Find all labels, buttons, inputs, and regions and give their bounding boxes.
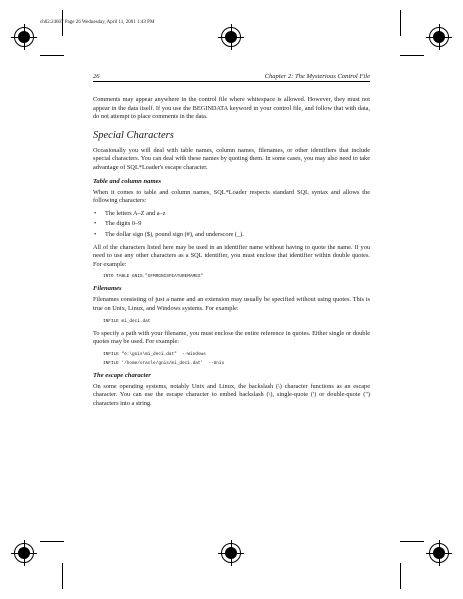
intro-paragraph: Comments may appear anywhere in the control file where whitespace is allowed. However, they must not appear in the data itself. If you use the BEGINDATA keyword in your control file, and follow that with data, do not attempt to place comments in the data.: [93, 96, 370, 121]
subsection-heading-table-names: Table and column names: [93, 177, 162, 185]
section-intro-paragraph: Occasionally you will deal with table names, column names, filenames, or other identifiers that include special characters. You can deal with these names by quoting them. In some cases, you may also need to take advantage of SQL*Loader's escape character.: [93, 146, 370, 171]
crop-mark: [400, 541, 424, 542]
chapter-title: Chapter 2: The Mysterious Control File: [264, 73, 370, 80]
crop-mark: [40, 541, 64, 542]
subsection-heading-filenames: Filenames: [93, 285, 122, 293]
paragraph: Filenames consisting of just a name and an extension may usually be specified without using quotes. This is true on Unix, Linux, and Windows systems. For example:: [93, 296, 370, 312]
subsection-heading-escape-character: The escape character: [93, 371, 151, 379]
registration-mark-bottom-left: [11, 540, 37, 566]
bullet-icon: •: [94, 209, 97, 217]
bullet-icon: •: [94, 220, 97, 228]
print-slug: ch02.24607 Page 26 Wednesday, April 11, 2001 1:43 PM: [40, 20, 155, 25]
crop-mark: [400, 563, 401, 589]
list-item: • The digits 0–9: [94, 220, 142, 228]
code-example: INFILE '/home/oracle/gnis/mi_deci.dat' --Unix: [103, 360, 225, 366]
registration-mark-bottom-right: [426, 540, 452, 566]
code-example: INFILE mi_deci.dat: [103, 318, 151, 324]
code-example: INTO TABLE GNIS."GFMRGNISFEATUREMAMES": [103, 274, 204, 280]
code-example: INFILE "e:\gnis\mi_deci.dat" --Windows: [103, 351, 206, 357]
section-heading: Special Characters: [93, 129, 174, 141]
bullet-list: [93, 210, 370, 240]
registration-mark-bottom-center: [218, 540, 244, 566]
running-header: [93, 73, 370, 82]
page-body: [93, 96, 370, 412]
registration-mark-top-left: [11, 24, 37, 50]
registration-mark-top-center: [218, 24, 244, 50]
crop-mark: [400, 10, 401, 36]
paragraph: To specify a path with your filename, you must enclose the entire reference in quotes. Either single or double quotes may be used. For example:: [93, 329, 370, 346]
paragraph: On some operating systems, notably Unix and Linux, the backslash (\) character functions as an escape character. You can use the escape character to embed backslash (\), single-quote (') or double-quote (") characters into a string.: [93, 382, 370, 407]
crop-mark: [400, 55, 424, 56]
page-number: 26: [93, 73, 100, 80]
paragraph: When it comes to table and column names, SQL*Loader respects standard SQL syntax and allows the following characters:: [93, 188, 370, 205]
bullet-icon: •: [94, 230, 97, 238]
paragraph: All of the characters listed here may be used in an identifier name without having to quote the name. If you need to use any other characters as a SQL identifier, you must enclose that identifier within double quotes. For example:: [93, 243, 370, 268]
list-item: • The letters A–Z and a–z: [94, 209, 166, 217]
list-item: • The dollar sign ($), pound sign (#), and underscore (_).: [94, 230, 244, 238]
crop-mark: [62, 563, 63, 589]
registration-mark-top-right: [426, 24, 452, 50]
crop-mark: [40, 55, 64, 56]
